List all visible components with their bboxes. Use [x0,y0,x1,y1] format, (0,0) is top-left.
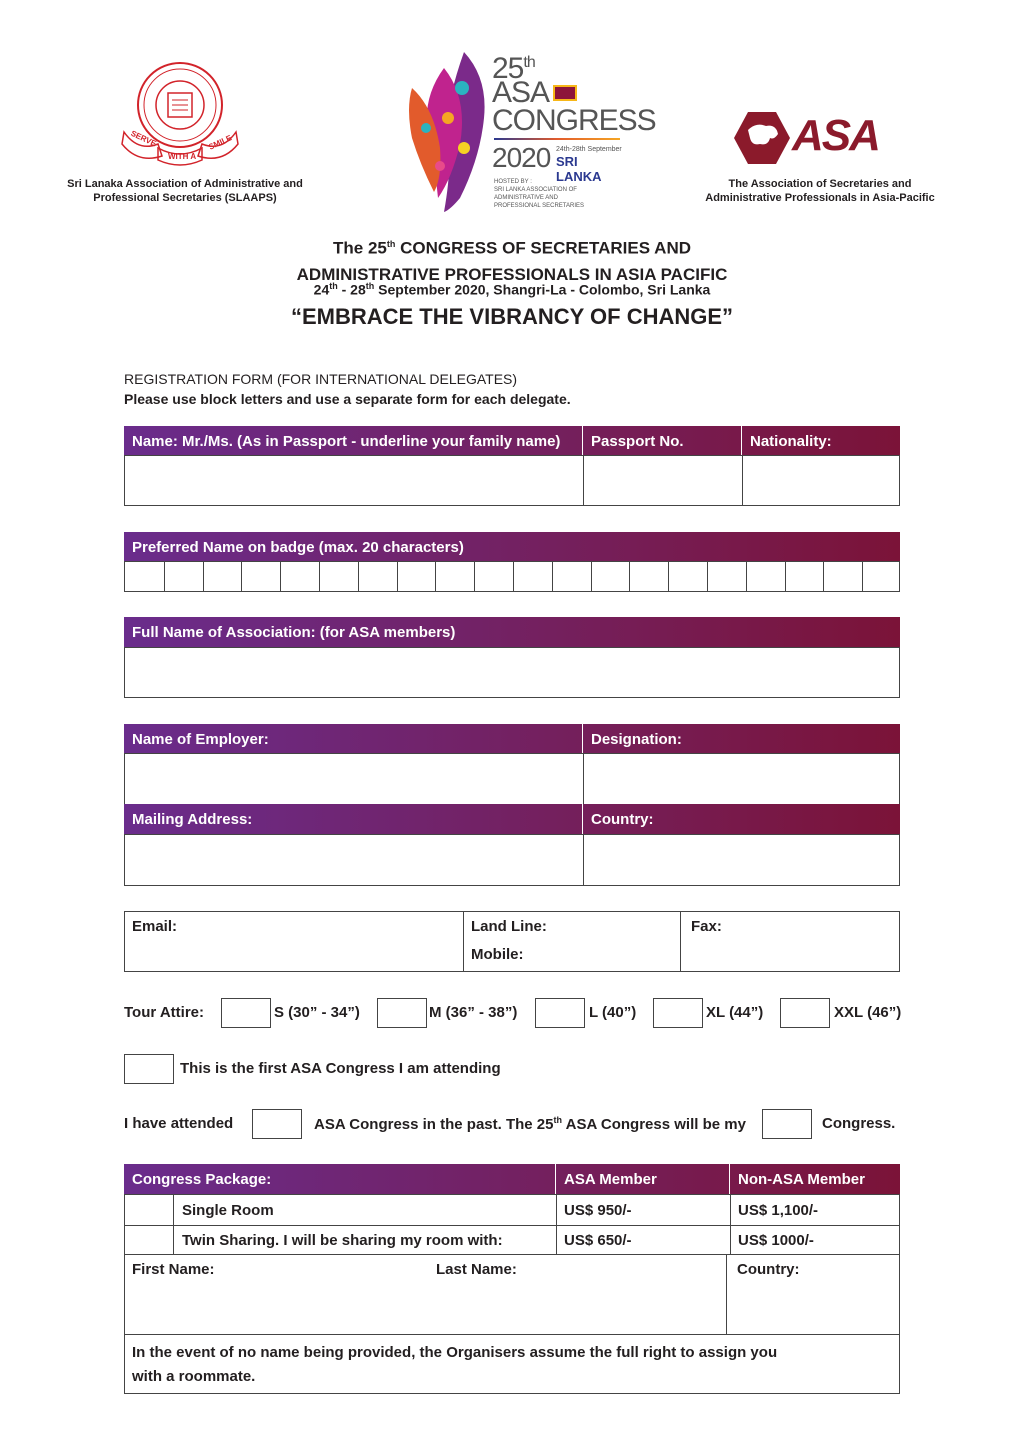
twin-sharing-label: Twin Sharing. I will be sharing my room with: [182,1232,503,1249]
roommate-first-name-label: First Name: [132,1261,215,1278]
congress-word: CONGRESS [492,104,656,137]
contact-box [124,911,900,972]
roommate-note-line2: with a roommate. [132,1368,256,1385]
package-header-bar [124,1164,900,1195]
first-congress-label: This is the first ASA Congress I am attending [180,1060,501,1077]
country-field[interactable] [584,835,900,885]
single-room-label: Single Room [182,1202,274,1219]
mailing-header-bar [124,804,900,835]
size-m-label: M (36” - 38”) [429,1004,518,1021]
congress-logo [404,48,656,214]
badge-header: Preferred Name on badge (max. 20 characters) [132,538,464,556]
single-room-non-member-price: US$ 1,100/- [738,1202,819,1219]
size-xxl-label: XXL (46”) [834,1004,902,1021]
badge-header-bar [124,532,900,562]
asia-map-icon [734,110,790,166]
mobile-label: Mobile: [471,946,524,963]
congress-ordinal-field[interactable] [762,1109,812,1139]
tour-attire-label: Tour Attire: [124,1004,204,1021]
employer-header: Name of Employer: [132,730,269,748]
first-congress-checkbox[interactable] [124,1054,174,1084]
package-rows [124,1194,900,1255]
package-header: Congress Package: [132,1171,272,1188]
roommate-box [124,1254,900,1335]
slaaps-caption-line1: Sri Lanaka Association of Administrative and [67,178,303,190]
congress-country: SRI LANKA [556,154,602,184]
designation-header: Designation: [591,730,682,748]
member-header: ASA Member [564,1171,657,1188]
sri-lanka-flag-icon [553,85,577,101]
heading-line1: The 25th CONGRESS OF SECRETARIES AND [333,238,691,258]
country-header: Country: [591,811,654,828]
single-room-member-price: US$ 950/- [564,1202,632,1219]
asa-caption-line2: Administrative Professionals in Asia-Pacific [705,192,935,204]
asa-logo [734,110,902,166]
association-header: Full Name of Association: (for ASA members) [132,624,456,641]
name-header-bar [124,426,900,456]
badge-word-serve: SERVE [129,128,158,149]
roommate-name-field[interactable] [125,1281,725,1335]
landline-label: Land Line: [471,918,547,935]
size-s-checkbox[interactable] [221,998,271,1028]
size-xl-label: XL (44”) [706,1004,764,1021]
email-label: Email: [132,918,178,935]
fax-label: Fax: [691,918,722,935]
form-title: REGISTRATION FORM (FOR INTERNATIONAL DELEGATES) [124,371,518,387]
asa-caption-line1: The Association of Secretaries and [728,178,912,190]
hosted-line-4: PROFESSIONAL SECRETARIES [494,203,585,209]
designation-field[interactable] [584,754,900,804]
attended-count-field[interactable] [252,1109,302,1139]
roommate-note-line1: In the event of no name being provided, the Organisers assume the full right to assign you [132,1344,778,1361]
roommate-country-label: Country: [737,1261,800,1278]
badge-word-with-a: WITH A [168,152,197,161]
congress-dates: 24th-28th September [556,146,622,153]
slaaps-caption-line2: Professional Secretaries (SLAAPS) [93,192,277,204]
twin-sharing-checkbox[interactable] [125,1226,173,1255]
hosted-line-1: HOSTED BY : [494,179,532,185]
mailing-header: Mailing Address: [132,811,253,828]
asa-logo-text: ASA [792,111,879,160]
slaaps-logo [118,60,248,170]
peacock-icon [404,48,488,214]
size-s-label: S (30” - 34”) [274,1004,360,1021]
association-header-bar [124,617,900,648]
size-m-checkbox[interactable] [377,998,427,1028]
employer-header-bar [124,724,900,754]
employer-field[interactable] [125,754,583,804]
size-xxl-checkbox[interactable] [780,998,830,1028]
size-l-label: L (40”) [589,1004,637,1021]
badge-character-grid [124,561,900,592]
attended-label-c: Congress. [822,1115,896,1132]
theme-title: “EMBRACE THE VIBRANCY OF CHANGE” [290,304,734,329]
single-room-checkbox[interactable] [125,1195,173,1225]
badge-word-smile: SMILE [207,133,234,152]
roommate-country-field[interactable] [727,1281,899,1335]
mailing-address-field[interactable] [125,835,583,885]
nationality-header: Nationality: [750,432,832,450]
roommate-last-name-label: Last Name: [436,1261,517,1278]
roommate-note-box [124,1334,900,1394]
form-instructions: Please use block letters and use a separate form for each delegate. [124,391,571,407]
name-field[interactable] [125,456,583,505]
heading-line2: ADMINISTRATIVE PROFESSIONALS IN ASIA PACIFIC [296,264,728,284]
congress-number: 25 [492,52,524,85]
twin-sharing-non-member-price: US$ 1000/- [738,1232,814,1249]
congress-year: 2020 [492,142,551,173]
congress-asa: ASA [492,76,550,109]
association-field[interactable] [124,647,900,698]
passport-header: Passport No. [591,432,684,450]
attended-label-a: I have attended [124,1115,234,1132]
congress-number-sup: th [523,54,535,71]
hosted-line-2: SRI LANKA ASSOCIATION OF [494,187,577,193]
attended-label-b: ASA Congress in the past. The 25th ASA Congress will be my [314,1115,746,1133]
non-member-header: Non-ASA Member [738,1171,865,1188]
hosted-line-3: ADMINISTRATIVE AND [494,195,558,201]
size-xl-checkbox[interactable] [653,998,703,1028]
passport-field[interactable] [584,456,742,505]
size-l-checkbox[interactable] [535,998,585,1028]
name-header: Name: Mr./Ms. (As in Passport - underline your family name) [132,432,561,450]
twin-sharing-member-price: US$ 650/- [564,1232,632,1249]
nationality-field[interactable] [743,456,900,505]
heading-dates: 24th - 28th September 2020, Shangri-La - Colombo, Sri Lanka [313,281,711,298]
